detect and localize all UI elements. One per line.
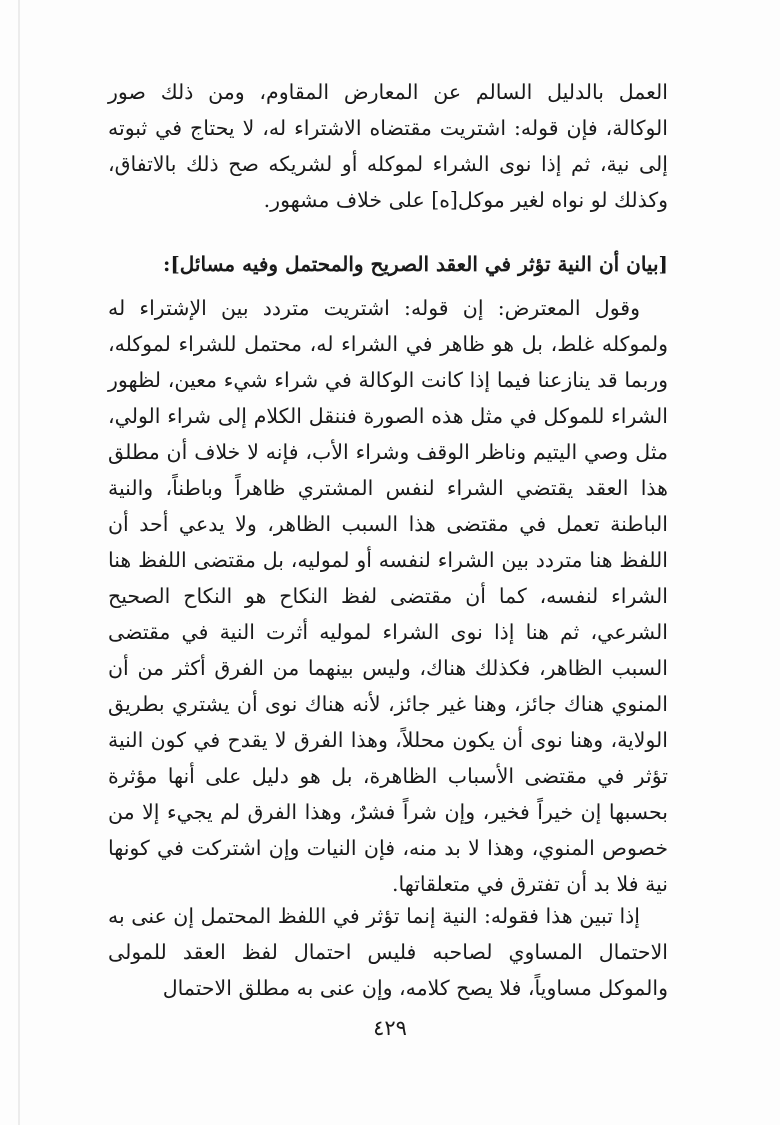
page-number: ٤٢٩: [373, 1016, 407, 1040]
paragraph-1: العمل بالدليل السالم عن المعارض المقاوم، ومن ذلك صور الوكالة، فإن قوله: اشتريت مقتضاه الاشتراء له، لا يحتاج في ثبوته إلى نية، ثم إذا نوى الشراء لموكله أو لشريكه صح ذلك بالاتفاق، وكذلك لو نواه لغير موكل[ه] على خلاف مشهور.: [108, 80, 668, 212]
section-heading: [بيان أن النية تؤثر في العقد الصريح والمحتمل وفيه مسائل]:: [162, 252, 668, 276]
page-edge-shadow: [18, 0, 20, 1125]
paragraph-3: إذا تبين هذا فقوله: النية إنما تؤثر في اللفظ المحتمل إن عنى به الاحتمال المساوي لصاحبه فليس احتمال لفظ العقد للمولى والموكل مساوياً، فلا يصح كلامه، وإن عنى به مطلق الاحتمال: [108, 904, 668, 1000]
paragraph-2: وقول المعترض: إن قوله: اشتريت متردد بين الإشتراء له ولموكله غلط، بل هو ظاهر في الشراء له، محتمل للشراء لموكله، وربما قد ينازعنا فيما إذا كانت الوكالة في شراء شيء معين، لظهور الشراء للموكل في مثل هذه الصورة فننقل الكلام إلى شراء الولي، مثل وصي اليتيم وناظر الوقف وشراء الأب، فإنه لا خلاف أن مطلق هذا العقد يقتضي الشراء لنفس المشتري ظاهراً وباطناً، والنية الباطنة تعمل في مقتضى هذا السبب الظاهر، ولا يدعي أحد أن اللفظ هنا متردد بين الشراء لنفسه أو لموليه، بل مقتضى اللفظ هنا الشراء لنفسه، كما أن مقتضى لفظ النكاح هو النكاح الصحيح الشرعي، ثم هنا إذا نوى الشراء لموليه أثرت النية في مقتضى السبب الظاهر، فكذلك هناك، وليس بينهما من الفرق أكثر من أن المنوي هناك جائز، وهنا غير جائز، لأنه هناك نوى أن يشتري بطريق الولاية، وهنا نوى أن يكون محللاً، وهذا الفرق لا يقدح في كون النية تؤثر في مقتضى الأسباب الظاهرة، بل هو دليل على أنها مؤثرة بحسبها إن خيراً فخير، وإن شراً فشرٌ، وهذا الفرق لم يجيء إلا من خصوص المنوي، وهذا لا بد منه، فإن النيات وإن اشتركت في كونها نية فلا بد أن تفترق في متعلقاتها.: [108, 296, 668, 896]
